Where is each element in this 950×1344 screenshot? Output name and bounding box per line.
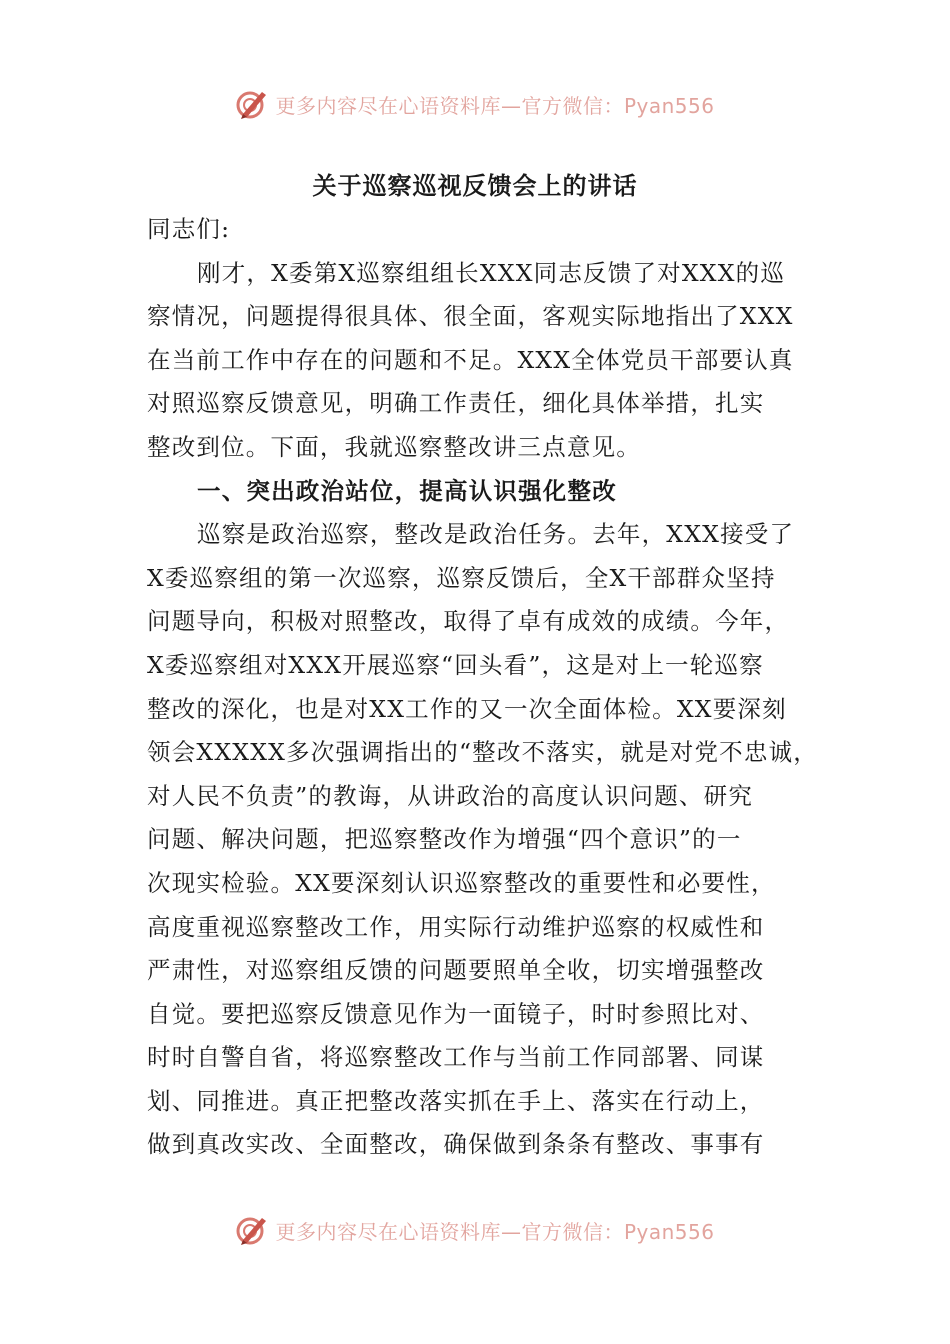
watermark-header [0,84,950,124]
watermark-text: 更多内容尽在心语资料库—官方微信：Pyan556 [275,93,715,118]
watermark-footer [0,1210,950,1250]
body-line: X委巡察组的第一次巡察，巡察反馈后，全X干部群众坚持 [147,563,776,592]
document-title: 关于巡察巡视反馈会上的讲话 [312,171,638,200]
body-line: 划、同推进。真正把整改落实抓在手上、落实在行动上， [147,1086,765,1115]
section-heading: 一、突出政治站位，提高认识强化整改 [197,476,617,505]
body-line: 整改到位。下面，我就巡察整改讲三点意见。 [147,432,641,461]
watermark-text: 更多内容尽在心语资料库—官方微信：Pyan556 [275,1219,715,1244]
body-line: 察情况，问题提得很具体、很全面，客观实际地指出了XXX [147,302,794,331]
body-line: 时时自警自省，将巡察整改工作与当前工作同部署、同谋 [147,1043,765,1072]
salutation: 同志们: [147,215,231,243]
body-line: 高度重视巡察整改工作，用实际行动维护巡察的权威性和 [147,912,765,941]
body-line: X委巡察组对XXX开展巡察“回头看”，这是对上一轮巡察 [147,650,764,679]
body-line: 问题导向，积极对照整改，取得了卓有成效的成绩。今年， [147,607,790,636]
body-line: 对人民不负责”的教诲，从讲政治的高度认识问题、研究 [147,781,754,810]
document-body [147,208,827,1167]
body-line: 次现实检验。XX要深刻认识巡察整改的重要性和必要性， [147,868,776,897]
pen-circle-logo-icon [235,87,269,121]
body-line: 在当前工作中存在的问题和不足。XXX全体党员干部要认真 [147,345,794,374]
body-line: 巡察是政治巡察，整改是政治任务。去年，XXX接受了 [197,520,795,549]
body-line: 领会XXXXX多次强调指出的“整改不落实，就是对党不忠诚， [147,738,818,767]
body-line: 对照巡察反馈意见，明确工作责任，细化具体举措，扎实 [147,389,765,418]
body-line: 严肃性，对巡察组反馈的问题要照单全收，切实增强整改 [147,956,765,985]
body-line: 做到真改实改、全面整改，确保做到条条有整改、事事有 [147,1130,765,1159]
body-line: 自觉。要把巡察反馈意见作为一面镜子，时时参照比对、 [147,999,765,1028]
body-line: 刚才，X委第X巡察组组长XXX同志反馈了对XXX的巡 [197,258,786,287]
body-line: 问题、解决问题，把巡察整改作为增强“四个意识”的一 [147,825,742,854]
pen-circle-logo-icon [235,1213,269,1247]
body-line: 整改的深化，也是对XX工作的又一次全面体检。XX要深刻 [147,694,787,723]
